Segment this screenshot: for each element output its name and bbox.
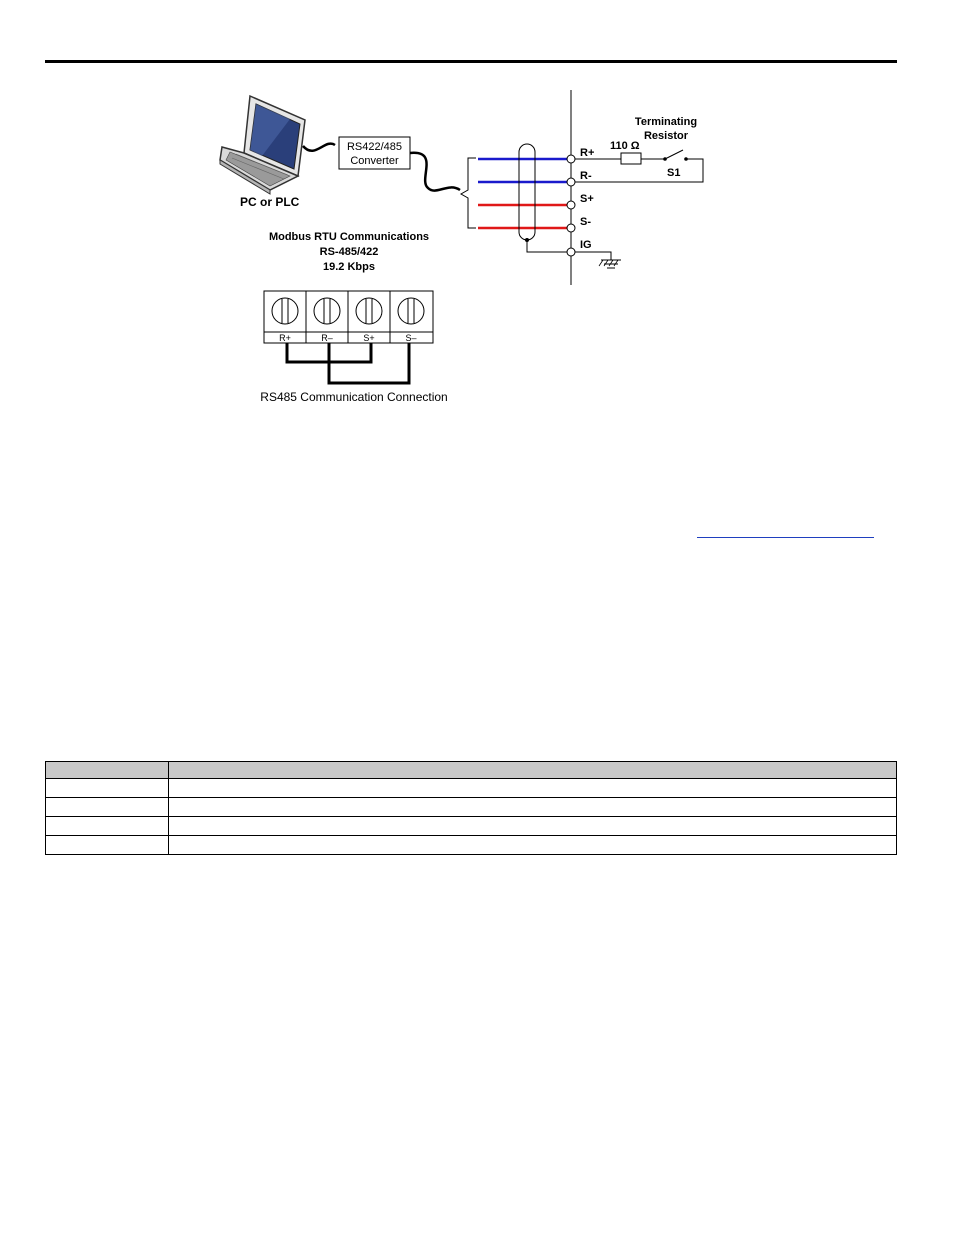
table-row — [46, 836, 897, 855]
resistor-symbol — [621, 153, 641, 164]
screw-icon — [272, 298, 298, 324]
table-cell — [169, 817, 897, 836]
terminating-label-2: Resistor — [643, 130, 689, 142]
screw-icon — [398, 298, 424, 324]
converter-label-1: RS422/485 — [346, 141, 403, 153]
hyperlink-underline[interactable] — [697, 537, 874, 538]
table-cell — [169, 836, 897, 855]
table-cell — [46, 817, 169, 836]
ground-icon — [599, 260, 621, 268]
table-row — [46, 798, 897, 817]
switch-s1 — [665, 150, 683, 159]
table-row — [46, 817, 897, 836]
jumper-wires — [287, 343, 409, 383]
switch-label: S1 — [667, 167, 681, 179]
screw-icon — [356, 298, 382, 324]
terminal-label-ig: IG — [580, 239, 592, 251]
terminal-label-r-minus: R- — [580, 170, 592, 182]
laptop-icon — [220, 96, 305, 194]
converter-label-2: Converter — [350, 155, 399, 167]
block-label-s-plus: S+ — [363, 333, 375, 343]
resistor-value: 110 Ω — [610, 140, 640, 152]
terminating-label-1: Terminating — [634, 116, 698, 128]
table-cell — [169, 798, 897, 817]
terminal-label-s-minus: S- — [580, 216, 591, 228]
screw-icon — [314, 298, 340, 324]
terminal-label-r-plus: R+ — [580, 147, 595, 159]
table-header-cell — [169, 762, 897, 779]
rs485-wiring-diagram — [0, 0, 954, 440]
protocol-line-3: 19.2 Kbps — [323, 261, 375, 273]
terminal-label-s-plus: S+ — [580, 193, 594, 205]
protocol-line-2: RS-485/422 — [319, 246, 379, 258]
block-label-r-minus: R– — [321, 333, 333, 343]
table-cell — [46, 779, 169, 798]
parameter-table — [45, 761, 897, 855]
table-row — [46, 779, 897, 798]
block-label-s-minus: S– — [405, 333, 417, 343]
block-label-r-plus: R+ — [279, 333, 291, 343]
table-cell — [46, 836, 169, 855]
connection-caption: RS485 Communication Connection — [260, 390, 448, 404]
protocol-line-1: Modbus RTU Communications — [268, 231, 430, 243]
pc-label: PC or PLC — [240, 195, 300, 209]
table-cell — [46, 798, 169, 817]
table-cell — [169, 779, 897, 798]
table-header-cell — [46, 762, 169, 779]
table-header-row — [46, 762, 897, 779]
